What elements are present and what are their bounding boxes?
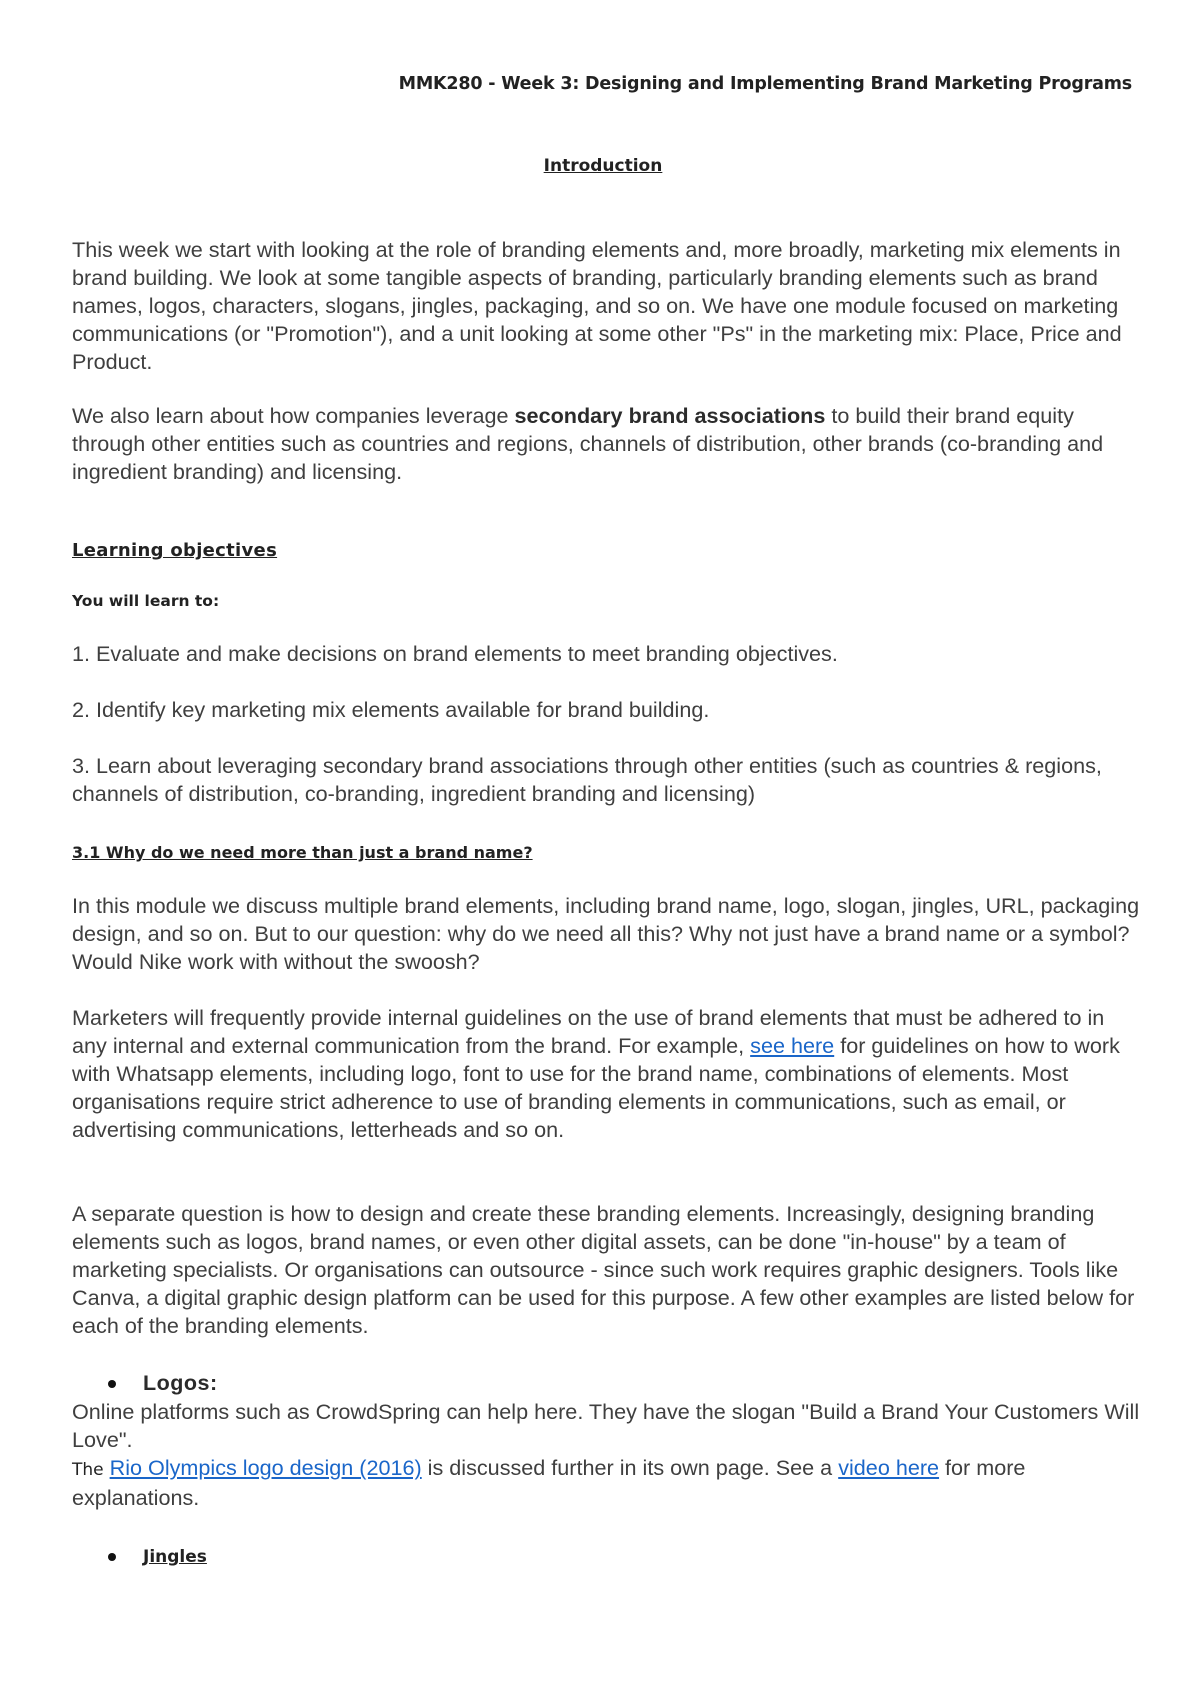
section-paragraph-2 xyxy=(72,1004,1142,1144)
logos-bullet-label: Logos: xyxy=(143,1371,218,1395)
logos-text-1: Online platforms such as CrowdSpring can help here. They have the slogan "Build a Brand Your Customers Will Love". xyxy=(72,1399,1140,1452)
rio-olympics-logo-link[interactable]: Rio Olympics logo design (2016) xyxy=(109,1455,422,1480)
video-here-link[interactable]: video here xyxy=(838,1455,940,1480)
objective-item-1: 1. Evaluate and make decisions on brand elements to meet branding objectives. xyxy=(72,641,838,666)
introduction-heading: Introduction xyxy=(543,156,663,176)
section-paragraph-2-after: for guidelines on how to work with Whatsapp elements, including logo, font to use for the brand name, combinations of elements. Most organisations require strict adherence to use of branding elements in communications, such as email, or advertising communications, letterheads and so on. xyxy=(72,1033,1120,1142)
jingles-bullet xyxy=(108,1547,207,1567)
logos-the-word: The xyxy=(72,1460,104,1480)
document-header: MMK280 - Week 3: Designing and Implementing Brand Marketing Programs xyxy=(398,74,1132,94)
intro-paragraph-2 xyxy=(72,402,1142,486)
section-paragraph-1: In this module we discuss multiple brand elements, including brand name, logo, slogan, jingles, URL, packaging design, and so on. But to our question: why do we need all this? Why not just have a brand name or a symbol? Would Nike work with without the swoosh? xyxy=(72,893,1140,974)
logos-text-2-end: for more explanations. xyxy=(72,1455,1026,1510)
section-paragraph-3: A separate question is how to design and create these branding elements. Increasingly, designing branding elements such as logos, brand names, or even other digital assets, can be done "in-house" by a team of marketing specialists. Or organisations can outsource - since such work requires graphic designers. Tools like Canva, a digital graphic design platform can be used for this purpose. A few other examples are listed below for each of the branding elements. xyxy=(72,1201,1135,1338)
logos-text-2 xyxy=(72,1454,1142,1512)
learning-objectives-subheading: You will learn to: xyxy=(72,592,220,610)
objective-item-2: 2. Identify key marketing mix elements available for brand building. xyxy=(72,697,710,722)
jingles-bullet-label: Jingles xyxy=(143,1547,207,1567)
bullet-dot-icon xyxy=(108,1380,116,1388)
secondary-brand-associations-bold: secondary brand associations xyxy=(514,403,826,428)
intro-paragraph-2-after: to build their brand equity through other entities such as countries and regions, channels of distribution, other brands (co-branding and ingredient branding) and licensing. xyxy=(72,403,1104,484)
logos-text-2-middle: is discussed further in its own page. See a xyxy=(421,1455,839,1480)
intro-paragraph-1: This week we start with looking at the role of branding elements and, more broadly, marketing mix elements in brand building. We look at some tangible aspects of branding, particularly branding elements such as brand names, logos, characters, slogans, jingles, packaging, and so on. We have one module focused on marketing communications (or "Promotion"), and a unit looking at some other "Ps" in the marketing mix: Place, Price and Product. xyxy=(72,237,1122,374)
learning-objectives-heading: Learning objectives xyxy=(72,540,278,561)
bullet-dot-icon xyxy=(108,1553,116,1561)
logos-bullet xyxy=(108,1371,218,1396)
see-here-link[interactable]: see here xyxy=(750,1033,835,1058)
intro-paragraph-2-before: We also learn about how companies leverage xyxy=(72,403,515,428)
introduction-heading-wrap xyxy=(0,156,1200,176)
objective-item-3: 3. Learn about leveraging secondary brand associations through other entities (such as countries & regions, channels of distribution, co-branding, ingredient branding and licensing) xyxy=(72,753,1102,806)
section-3-1-heading: 3.1 Why do we need more than just a brand name? xyxy=(72,843,533,862)
section-paragraph-2-before: Marketers will frequently provide internal guidelines on the use of brand elements that must be adhered to in any internal and external communication from the brand. For example, xyxy=(72,1005,1105,1058)
